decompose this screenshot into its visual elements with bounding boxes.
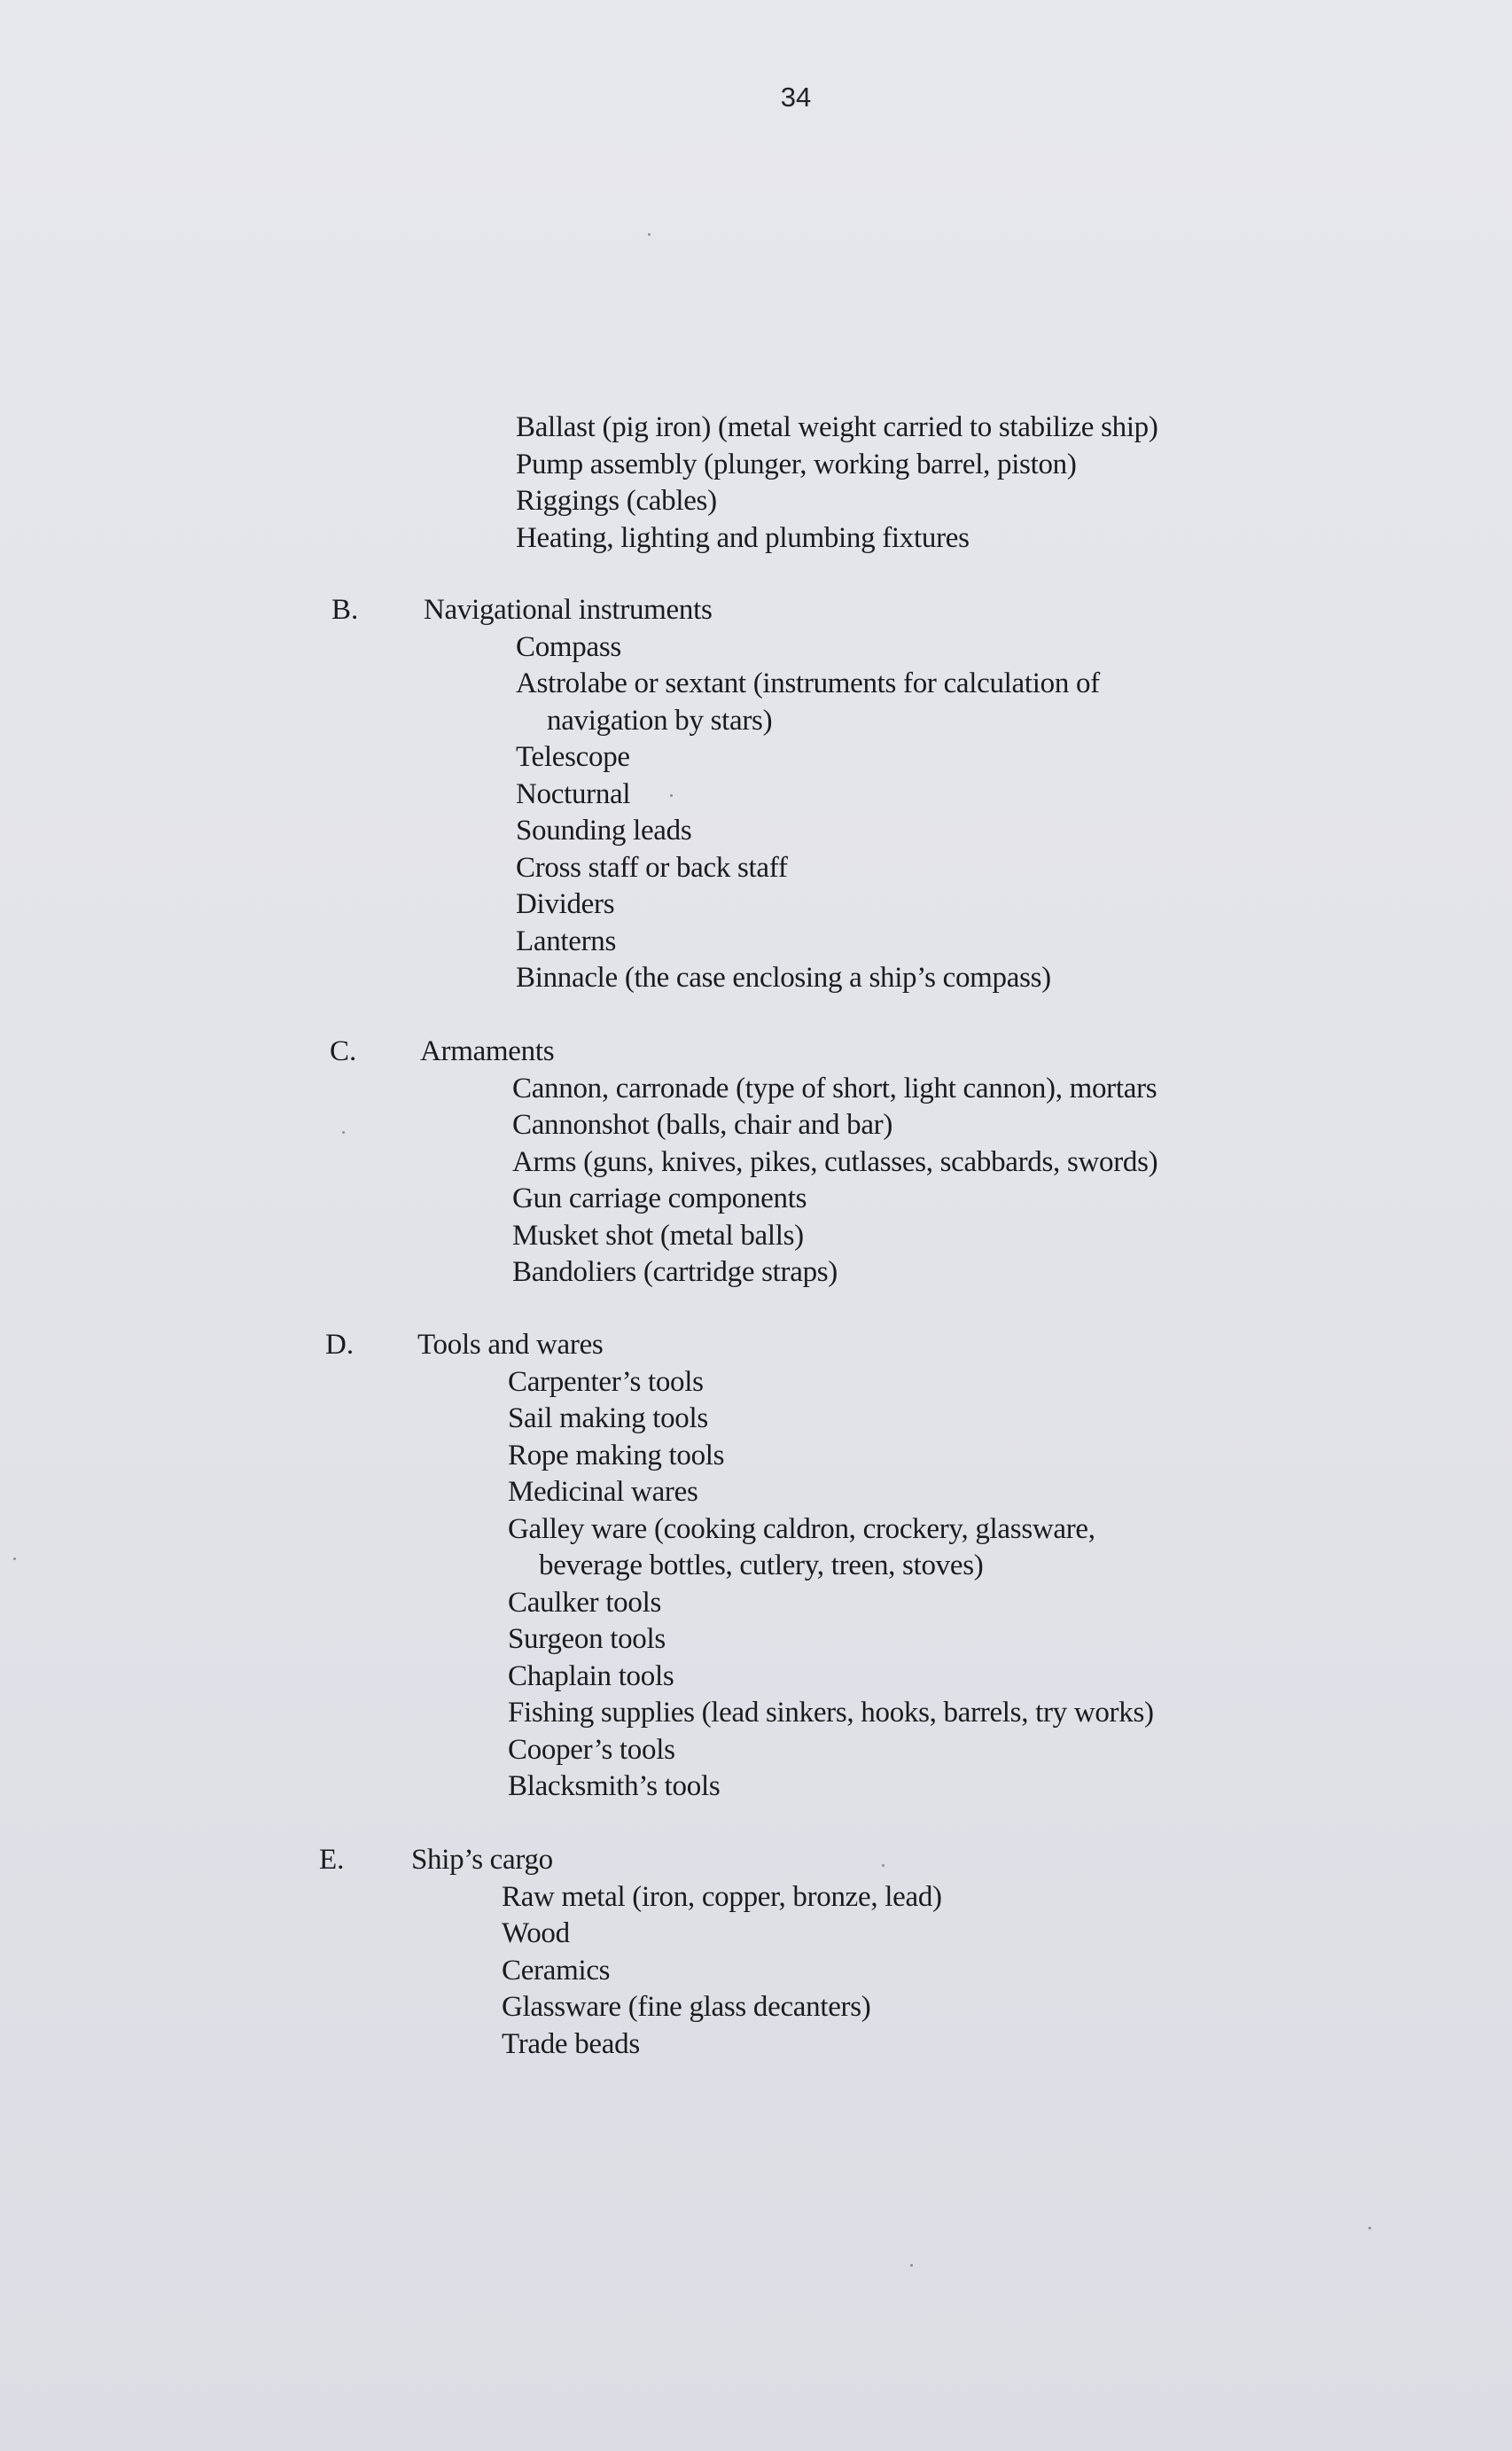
list-item: Heating, lighting and plumbing fixtures — [516, 521, 970, 554]
list-item: Trade beads — [502, 2027, 640, 2060]
scan-speck — [670, 794, 673, 797]
continued-list — [516, 410, 1158, 557]
list-item: Sail making tools — [508, 1402, 708, 1434]
section-items — [508, 1364, 1154, 1806]
page-number: 34 — [780, 82, 812, 113]
list-item: Astrolabe or sextant (instruments for calculation of — [516, 667, 1100, 699]
list-item: Telescope — [516, 741, 630, 773]
section-letter: C. — [330, 1035, 357, 1067]
list-item: Cross staff or back staff — [516, 851, 788, 884]
list-item: Rope making tools — [508, 1439, 725, 1471]
section-letter: D. — [325, 1329, 355, 1361]
scan-speck — [342, 1131, 345, 1134]
section-armaments — [0, 1034, 1158, 1292]
list-item: Riggings (cables) — [516, 485, 717, 517]
list-item: Musket shot (metal balls) — [512, 1219, 804, 1252]
section-items — [512, 1071, 1157, 1292]
list-item: Galley ware (cooking caldron, crockery, glassware, — [508, 1512, 1095, 1545]
list-item: Blacksmith’s tools — [508, 1770, 721, 1802]
section-tools-and-wares — [0, 1327, 1154, 1806]
section-items — [502, 1879, 942, 2064]
section-heading — [0, 1034, 645, 1071]
scan-speck — [882, 1864, 885, 1867]
section-navigational-instruments — [0, 592, 1100, 997]
section-title: Ship’s cargo — [411, 1844, 553, 1876]
list-item: Glassware (fine glass decanters) — [502, 1991, 871, 2023]
section-letter: B. — [331, 594, 359, 626]
list-item: Carpenter’s tools — [508, 1365, 704, 1398]
section-title: Tools and wares — [417, 1329, 604, 1361]
list-item: Chaplain tools — [508, 1659, 674, 1692]
list-item: Wood — [502, 1917, 570, 1949]
section-heading — [0, 1842, 553, 1879]
list-item: Fishing supplies (lead sinkers, hooks, barrels, try works) — [508, 1697, 1154, 1729]
section-title: Armaments — [420, 1035, 555, 1067]
list-item: Arms (guns, knives, pikes, cutlasses, scabbards, swords) — [512, 1145, 1158, 1178]
scan-speck — [910, 2264, 913, 2267]
list-item: Bandoliers (cartridge straps) — [512, 1256, 838, 1288]
list-item-continuation: beverage bottles, cutlery, treen, stoves) — [539, 1549, 984, 1581]
list-item: Compass — [516, 630, 621, 663]
section-heading — [0, 1327, 646, 1364]
list-item: Cooper’s tools — [508, 1733, 675, 1766]
list-item: Lanterns — [516, 925, 617, 957]
scan-speck — [648, 233, 651, 236]
list-item: Binnacle (the case enclosing a ship’s compass) — [516, 962, 1051, 994]
list-item: Cannonshot (balls, chair and bar) — [512, 1109, 893, 1141]
list-item: Dividers — [516, 888, 615, 920]
list-item: Ballast (pig iron) (metal weight carried to stabilize ship) — [516, 411, 1158, 443]
list-item: Pump assembly (plunger, working barrel, piston) — [516, 448, 1077, 480]
list-item: Medicinal wares — [508, 1476, 698, 1508]
section-items — [516, 629, 1100, 997]
list-item: Surgeon tools — [508, 1623, 666, 1655]
list-item: Ceramics — [502, 1954, 611, 1987]
list-item: Nocturnal — [516, 777, 631, 810]
scan-speck — [13, 1557, 16, 1560]
list-item: Gun carriage components — [512, 1183, 807, 1214]
list-item-continuation: navigation by stars) — [547, 704, 773, 737]
list-item: Cannon, carronade (type of short, light cannon), mortars — [512, 1072, 1157, 1105]
list-item: Caulker tools — [508, 1586, 661, 1619]
list-item: Sounding leads — [516, 815, 692, 847]
section-letter: E. — [319, 1844, 345, 1876]
section-ships-cargo — [0, 1842, 942, 2063]
list-item: Raw metal (iron, copper, bronze, lead) — [502, 1880, 942, 1913]
section-title: Navigational instruments — [424, 594, 713, 626]
section-heading — [0, 592, 713, 629]
scan-speck — [1368, 2227, 1371, 2229]
